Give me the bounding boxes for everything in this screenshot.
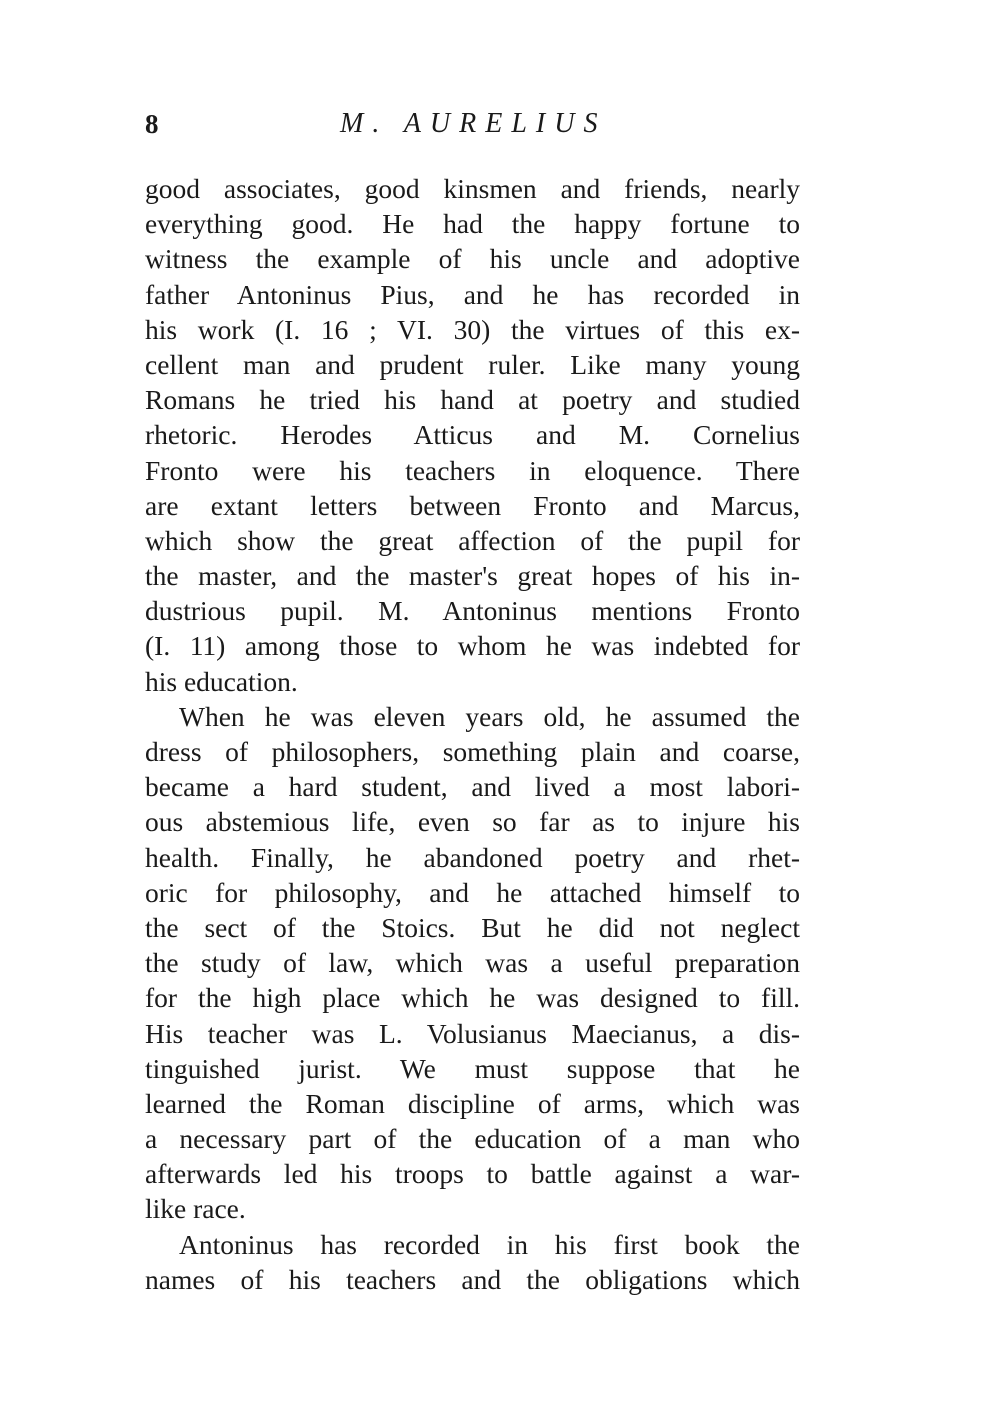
body-text [145, 171, 800, 1297]
running-title: M. AURELIUS [340, 108, 607, 139]
text-line: father Antoninus Pius, and he has recorded in [145, 278, 800, 310]
text-line: became a hard student, and lived a most labori- [145, 771, 800, 803]
paragraph-1 [145, 171, 800, 699]
text-line: afterwards led his troops to battle against a war- [145, 1158, 800, 1190]
text-line: everything good. He had the happy fortune to [145, 208, 800, 240]
text-line: cellent man and prudent ruler. Like many young [145, 348, 800, 380]
text-line: Antoninus has recorded in his first book the [179, 1228, 800, 1260]
text-line: the master, and the master's great hopes of his in- [145, 560, 800, 592]
text-line: His teacher was L. Volusianus Maecianus, a dis- [145, 1017, 800, 1049]
text-line: dustrious pupil. M. Antoninus mentions Fronto [145, 595, 800, 627]
text-line: names of his teachers and the obligations which [145, 1263, 800, 1295]
text-line: Romans he tried his hand at poetry and studied [145, 384, 800, 416]
text-line: ous abstemious life, even so far as to injure his [145, 806, 800, 838]
text-line: good associates, good kinsmen and friends, nearly [145, 173, 800, 204]
text-line: the study of law, which was a useful preparation [145, 947, 800, 979]
running-head [145, 104, 800, 144]
text-line: learned the Roman discipline of arms, which was [145, 1087, 800, 1119]
text-line: rhetoric. Herodes Atticus and M. Cornelius [145, 419, 800, 451]
text-line: like race. [145, 1193, 246, 1225]
text-line: Fronto were his teachers in eloquence. There [145, 454, 800, 486]
paragraph-2 [145, 699, 800, 1227]
paragraph-3 [145, 1227, 800, 1297]
text-line: tinguished jurist. We must suppose that he [145, 1052, 800, 1084]
text-line: (I. 11) among those to whom he was indebted for [145, 630, 800, 662]
text-line: witness the example of his uncle and adoptive [145, 243, 800, 275]
text-line: oric for philosophy, and he attached himself to [145, 876, 800, 908]
text-line: the sect of the Stoics. But he did not neglect [145, 911, 800, 943]
page-number: 8 [145, 109, 159, 139]
text-line: health. Finally, he abandoned poetry and rhet- [145, 841, 800, 873]
text-line: his education. [145, 665, 298, 697]
text-line: are extant letters between Fronto and Marcus, [145, 489, 800, 521]
text-line: When he was eleven years old, he assumed the [179, 700, 800, 732]
text-line: dress of philosophers, something plain and coarse, [145, 736, 800, 767]
text-line: a necessary part of the education of a man who [145, 1123, 800, 1155]
text-line: for the high place which he was designed to fill. [145, 982, 800, 1014]
text-line: which show the great affection of the pupil for [145, 524, 800, 556]
text-line: his work (I. 16 ; VI. 30) the virtues of this ex- [145, 313, 800, 345]
